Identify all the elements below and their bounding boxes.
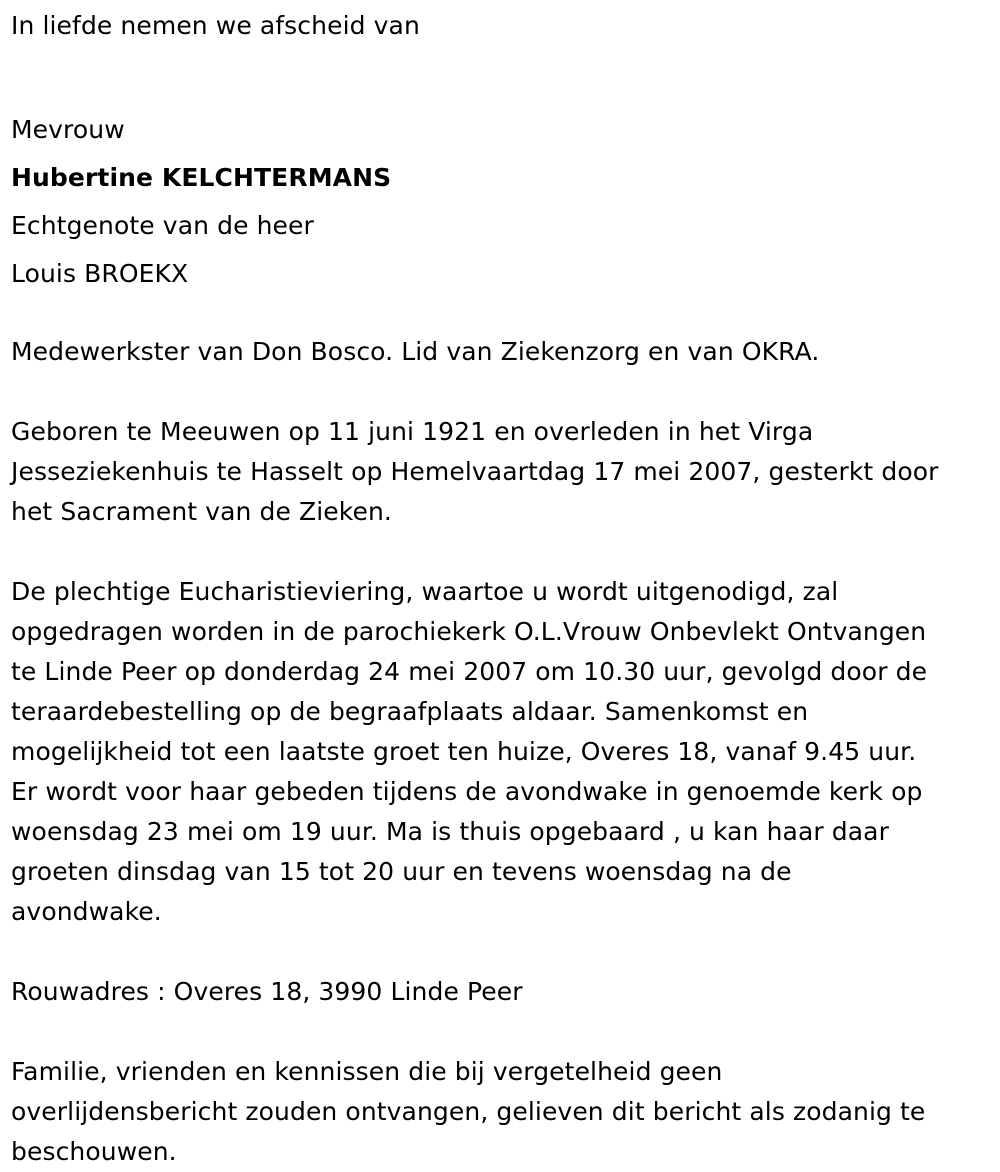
mourning-address: Rouwadres : Overes 18, 3990 Linde Peer (11, 977, 523, 1006)
paragraph-line: te Linde Peer op donderdag 24 mei 2007 om 10.30 uur, gevolgd door de (11, 657, 928, 686)
paragraph-line: mogelijkheid tot een laatste groet ten huize, Overes 18, vanaf 9.45 uur. (11, 737, 917, 766)
spacer (11, 372, 996, 412)
paragraph-line: groeten dinsdag van 15 tot 20 uur en tevens woensdag na de (11, 857, 792, 886)
paragraph-line: beschouwen. (11, 1137, 177, 1166)
honorific: Mevrouw (11, 115, 125, 144)
paragraph-line: teraardebestelling op de begraafplaats aldaar. Samenkomst en (11, 697, 809, 726)
paragraph-line: Geboren te Meeuwen op 11 juni 1921 en overleden in het Virga (11, 417, 814, 446)
paragraph-line: Er wordt voor haar gebeden tijdens de avondwake in genoemde kerk op (11, 777, 923, 806)
birth-death-paragraph (11, 412, 996, 532)
paragraph-line: opgedragen worden in de parochiekerk O.L.Vrouw Onbevlekt Ontvangen (11, 617, 927, 646)
paragraph-line: Jesseziekenhuis te Hasselt op Hemelvaartdag 17 mei 2007, gesterkt door (11, 457, 939, 486)
obituary-document (11, 0, 996, 1172)
spacer (11, 932, 996, 972)
paragraph-line: Familie, vrienden en kennissen die bij vergetelheid geen (11, 1057, 723, 1086)
spouse-line-1: Echtgenote van de heer (11, 211, 314, 240)
paragraph-line: overlijdensbericht zouden ontvangen, gelieven dit bericht als zodanig te (11, 1097, 926, 1126)
paragraph-line: De plechtige Eucharistieviering, waartoe u wordt uitgenodigd, zal (11, 577, 839, 606)
deceased-name: Hubertine KELCHTERMANS (11, 163, 392, 192)
ceremony-paragraph (11, 572, 996, 932)
intro-line: In liefde nemen we afscheid van (11, 11, 420, 40)
paragraph-line: woensdag 23 mei om 19 uur. Ma is thuis opgebaard , u kan haar daar (11, 817, 889, 846)
spacer (11, 50, 996, 106)
paragraph-line: avondwake. (11, 897, 162, 926)
spacer (11, 298, 996, 332)
spouse-line-2: Louis BROEKX (11, 259, 189, 288)
spacer (11, 1012, 996, 1052)
closing-paragraph (11, 1052, 996, 1172)
affiliation-text: Medewerkster van Don Bosco. Lid van Ziekenzorg en van OKRA. (11, 337, 820, 366)
spacer (11, 532, 996, 572)
paragraph-line: het Sacrament van de Zieken. (11, 497, 392, 526)
